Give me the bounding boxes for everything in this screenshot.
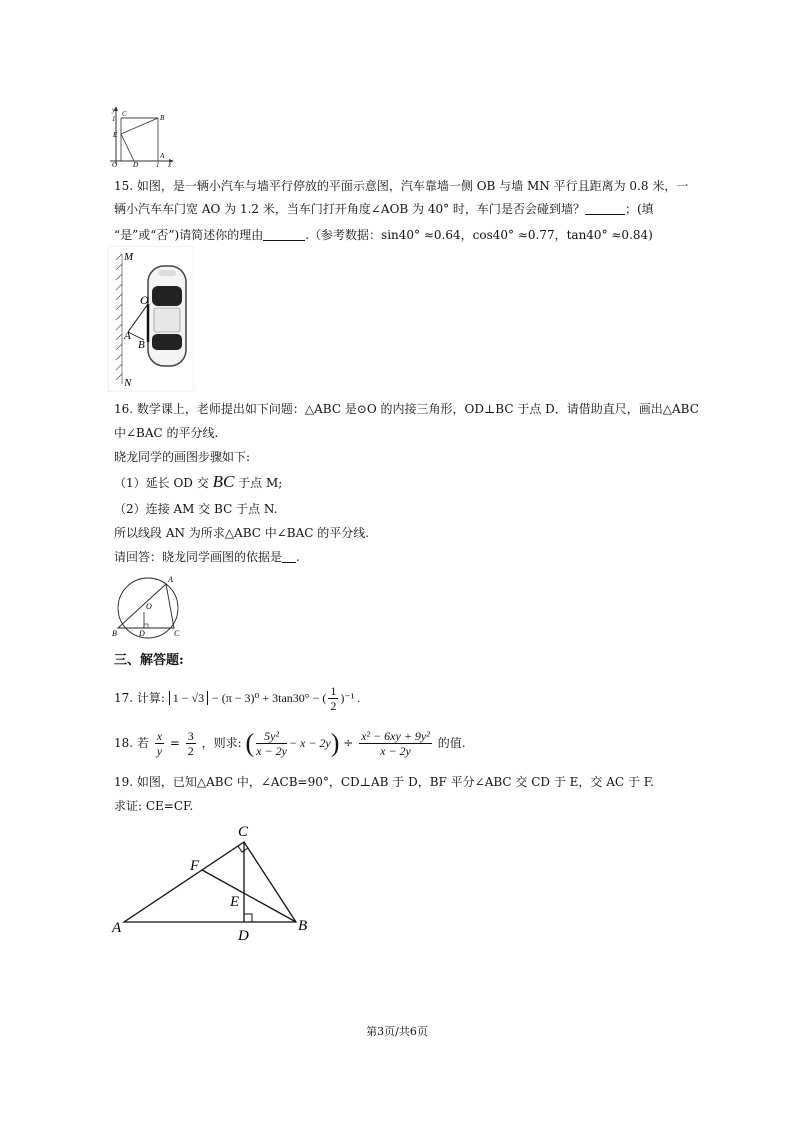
q16-line5-tail: . [296,550,300,564]
q16-line4: 所以线段 AN 为所求△ABC 中∠BAC 的平分线. [114,526,370,540]
q16-line1: 16. 数学课上，老师提出如下问题：△ABC 是⊙O 的内接三角形，OD⊥BC 于点 D．请借助直尺，画出△ABC [114,402,699,416]
figure-q19-triangle [110,818,320,944]
label-1-x: 1 [156,161,160,168]
q18-frac-32 [186,729,196,758]
q16-answer-blank[interactable] [282,562,296,563]
car-icon [148,266,186,366]
q17-tail: )⁻¹ . [340,691,361,705]
q18-mid: ，则求: [201,736,242,750]
label-o: O [146,602,152,611]
label-c: C [238,824,249,840]
q15-reason-blank[interactable] [263,240,305,241]
q18-f1-num: x [156,729,163,743]
label-e: E [230,894,240,910]
segment-ea [121,118,158,134]
figure-q14 [106,104,176,168]
q16-step1 [114,474,282,491]
label-a: A [112,920,122,936]
q17-fraction [328,684,338,713]
q18-tail: 的值. [437,736,466,750]
label-d: D [133,161,139,168]
q17-frac-den: 2 [330,699,337,713]
q17-rest: − (π − 3)⁰ + 3tan30° − ( [211,691,327,705]
q18-div: ÷ [343,736,354,750]
q15-line2 [114,201,654,217]
label-n: N [124,377,132,389]
label-e: E [113,131,118,139]
q17-line [114,684,360,713]
q18-f3-den: x − 2y [256,744,287,758]
label-b: B [160,114,165,122]
label-c: C [174,629,180,638]
label-b: B [112,629,117,638]
figure-q15-car [108,246,194,392]
q18-f4-num: x² − 6xy + 9y² [361,729,430,743]
q18-frac-xy [155,729,164,758]
q18-f2-num: 3 [187,729,194,743]
label-b: B [298,918,308,934]
segment-ed [121,134,134,161]
q18-frac-poly [359,729,432,758]
q18-f1-den: y [156,744,163,758]
q16-line5 [114,549,300,565]
q15-line3-text: “是”或“否”)请简述你的理由 [114,228,264,242]
q15-line3 [114,227,653,243]
q17-abs [169,691,208,705]
section-3-heading: 三、解答题: [114,653,184,668]
label-o: O [112,161,118,168]
label-c: C [122,110,127,118]
label-a: A [160,152,165,160]
right-angle-d [244,914,252,922]
q18-line: 18. 若 $\frac{x}{y}$ = $\frac{3}{2}$ ，则求: ( $\frac{\text{5y²}}{x - 2y}$ − x − 2y) ÷ $\frac{\text{x² − 6xy + 9y²}}{x - 2y}$ 的值. [114,728,466,758]
label-a: A [168,575,173,584]
q16-line3: 晓龙同学的画图步骤如下: [114,450,251,464]
q15-answer-blank[interactable] [585,214,625,215]
q19-line2: 求证: CE=CF. [114,799,194,813]
q18-f4-den: x − 2y [380,744,411,758]
q17-label: 17. 计算: [114,691,165,705]
q16-line2: 中∠BAC 的平分线. [114,426,219,440]
label-m: M [124,251,134,263]
q16-step2: （2）连接 AM 交 BC 于点 N. [114,502,278,516]
figure-q16-circle [110,574,186,640]
q18-frac-5y2 [256,729,287,758]
q19-line1: 19. 如图，已知△ABC 中，∠ACB=90°，CD⊥AB 于 D，BF 平分∠ABC 交 CD 于 E，交 AC 于 F. [114,775,654,789]
q18-label: 18. 若 [114,736,149,750]
q18-minus: − x − 2y [288,736,331,750]
label-d: D [238,928,249,944]
q18-eq: = [169,736,180,750]
q15-line1: 15. 如图，是一辆小汽车与墙平行停放的平面示意图，汽车靠墙一侧 OB 与墙 MN 平行且距离为 0.8 米，一 [114,179,689,193]
label-o: O [140,293,149,307]
q15-line3-tail: .（参考数据：sin40° ≈0.64，cos40° ≈0.77，tan40° ≈0.84) [305,228,653,242]
q16-step1-tail: 于点 M; [238,476,283,490]
q17-abs-text: 1 − √3 [172,691,205,705]
q18-f2-den: 2 [187,744,194,758]
label-y: y [112,106,116,114]
q16-arc-bc: BC [212,472,235,491]
page-footer: 第3页/共6页 [366,1025,428,1038]
triangle-abc [124,842,296,922]
q18-f3-num: 5y² [256,729,287,744]
q17-frac-num: 1 [330,684,337,698]
q15-line2-tail: ；(填 [624,202,654,216]
label-x: x [168,161,172,168]
label-a: A [124,330,131,342]
q15-line2-text: 辆小汽车车门宽 AO 为 1.2 米，当车门打开角度∠AOB 为 40° 时，车门是否会碰到墙？ [114,202,585,216]
label-b: B [138,339,145,351]
q16-line5-text: 请回答：晓龙同学画图的依据是 [114,550,283,564]
label-f: F [190,858,200,874]
label-1-y: 1 [112,115,116,123]
label-d: D [139,629,145,638]
q16-step1-text: （1）延长 OD 交 [114,476,209,490]
